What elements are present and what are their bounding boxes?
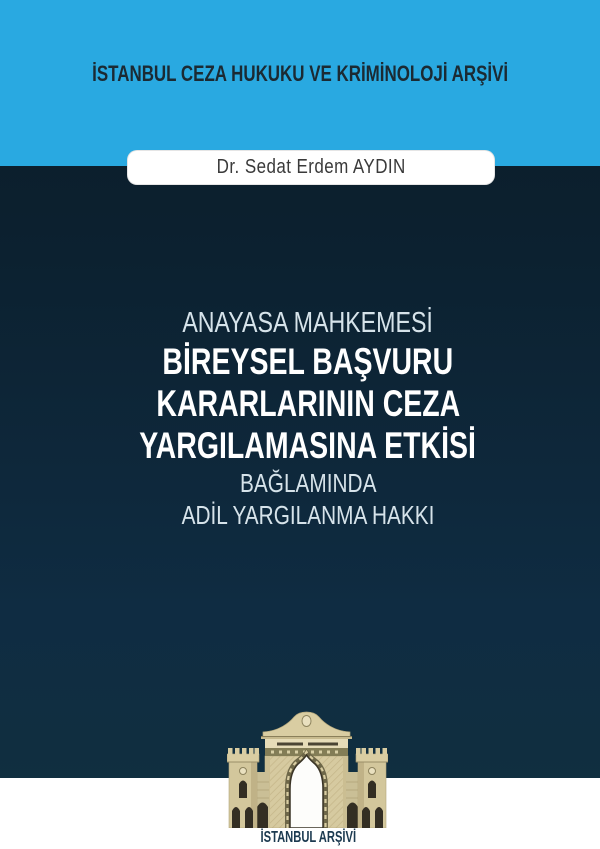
author-pill: [127, 150, 495, 185]
series-header-band: [0, 0, 600, 166]
series-title-text: İSTANBUL CEZA HUKUKU VE KRİMİNOLOJİ ARŞİVİ: [92, 61, 508, 86]
series-title: [0, 61, 600, 87]
title-line-5: BAĞLAMINDA: [239, 468, 377, 498]
publisher-mark-text: İSTANBUL ARŞİVİ: [260, 829, 356, 846]
author-name: Dr. Sedat Erdem AYDIN: [216, 156, 406, 178]
title-line-4: YARGILAMASINA ETKİSİ: [139, 425, 477, 466]
publisher-mark: [8, 829, 600, 847]
title-line-1: ANAYASA MAHKEMESİ: [182, 307, 434, 339]
title-line-6: ADİL YARGILANMA HAKKI: [181, 500, 435, 530]
title-line-2: BİREYSEL BAŞVURU: [162, 341, 454, 382]
istanbul-university-gate-illustration: [227, 710, 388, 828]
title-block: [8, 305, 600, 531]
title-line-3: KARARLARININ CEZA: [156, 383, 460, 424]
